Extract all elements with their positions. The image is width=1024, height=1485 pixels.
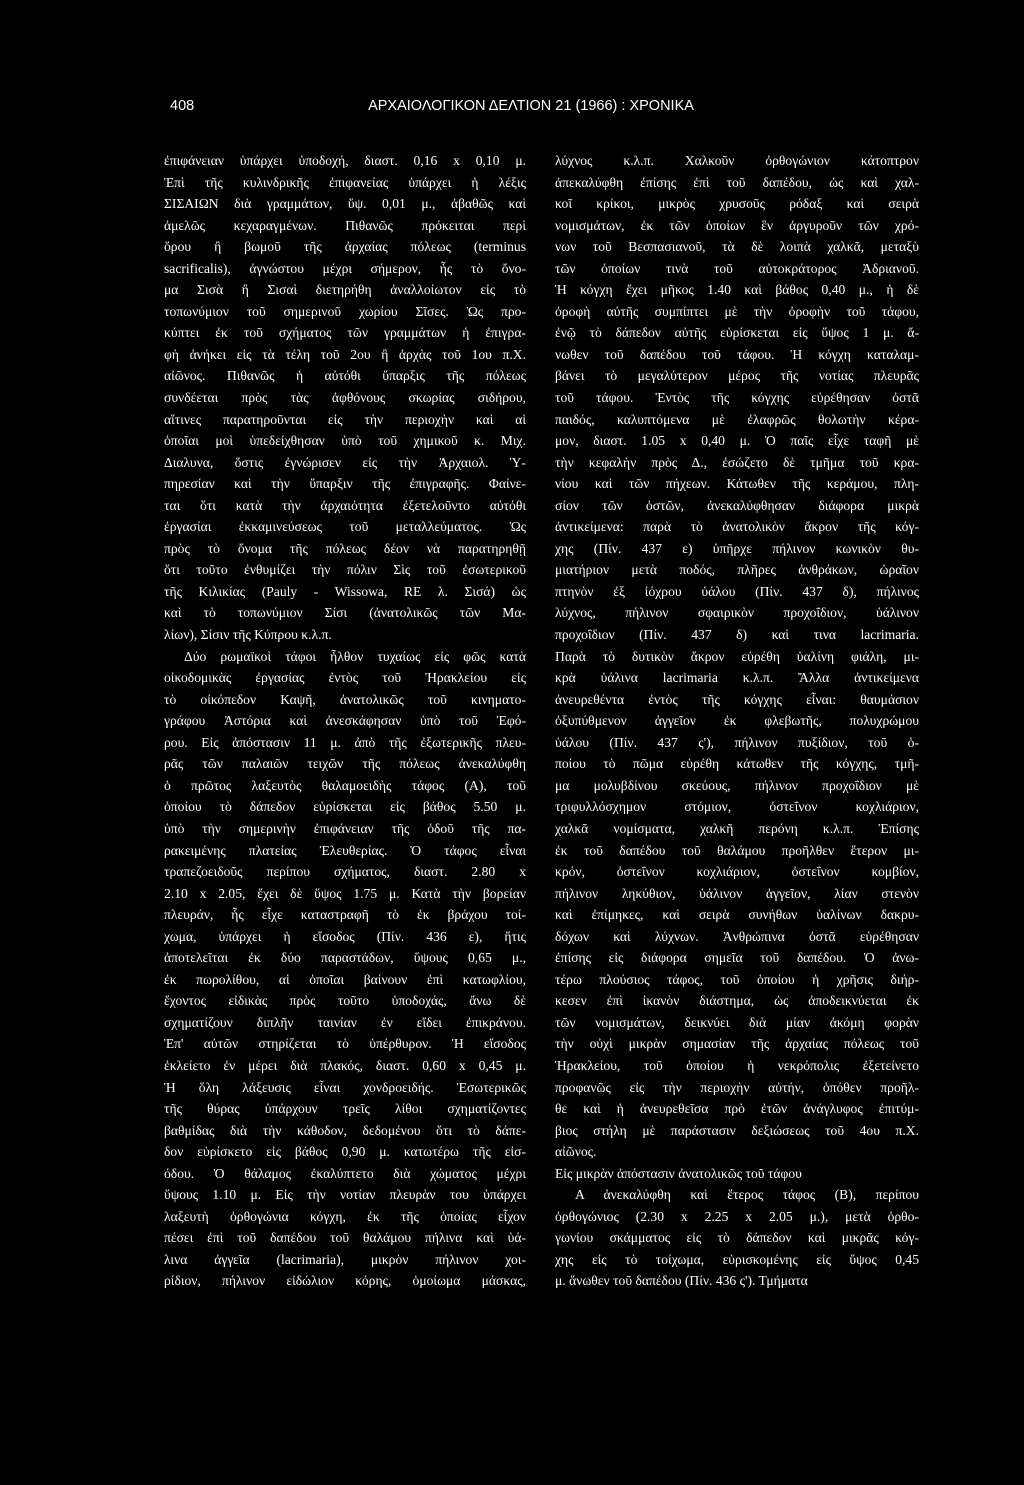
text-line: μα Σισὰ ἢ Σισαὶ διετηρήθη ἀναλλοίωτον εἰς τὸ	[164, 282, 526, 298]
text-line: ΣΙΣΑΙΩΝ διὰ γραμμάτων, ὕψ. 0,01 μ., ἀβαθῶς καὶ	[164, 196, 526, 212]
text-line: δον εὑρίσκετο εἰς βάθος 0,90 μ. κατωτέρω τῆς εἰσ-	[164, 1144, 526, 1160]
right-column	[555, 150, 919, 1292]
text-line: ἔχοντος εἰδικὰς πρὸς τοῦτο ὑποδοχάς, ἄνω δὲ	[164, 993, 526, 1009]
text-line: τῆς Κιλικίας (Pauly - Wissowa, RE λ. Σισά) ὡς	[164, 583, 526, 599]
text-line: ἐνῷ τὸ δάπεδον αὐτῆς εὑρίσκεται εἰς ὕψος 1 μ. ἄ-	[555, 325, 919, 341]
text-line: φὴ ἀνήκει εἰς τὰ τέλη τοῦ 2ου ἢ ἀρχὰς τοῦ 1ου π.Χ.	[164, 346, 526, 362]
text-line: χαλκᾶ νομίσματα, χαλκῆ περόνη κ.λ.π. Ἐπίσης	[555, 820, 919, 836]
running-title: ΑΡΧΑΙΟΛΟΓΙΚΟΝ ΔΕΛΤΙΟΝ 21 (1966) : ΧΡΟΝΙΚΑ	[368, 98, 694, 114]
text-line: λύχνος κ.λ.π. Χαλκοῦν ὀρθογώνιον κάτοπτρον	[555, 153, 919, 168]
text-line: τέρω πλούσιος τάφος, τοῦ ὁποίου ἡ χρῆσις διήρ-	[555, 971, 919, 987]
text-line: σχηματίζουν διπλῆν ταινίαν ἐν εἴδει ἐπικράνου.	[164, 1014, 526, 1030]
text-line: Α ἀνεκαλύφθη καὶ ἕτερος τάφος (Β), περίπου	[575, 1187, 919, 1203]
text-line: βιος στήλη μὲ παράστασιν δεξιώσεως τοῦ 4ου π.Χ.	[555, 1122, 919, 1138]
text-line: πρὸς τὸ ὄνομα τῆς πόλεως δέον νὰ παρατηρηθῇ	[164, 540, 526, 556]
text-line: τριφυλλόσχημον στόμιον, ὀστεΐνον κοχλιάριον,	[555, 799, 919, 815]
text-line: ὁ πρῶτος λαξευτὸς θαλαμοειδὴς τάφος (Α), τοῦ	[164, 777, 526, 793]
text-line: καὶ τὸ τοπωνύμιον Σίσι (ἀνατολικῶς τῶν Μα-	[164, 605, 526, 621]
text-line: δόχων καὶ λύχνων. Ἀνθρώπινα ὀστᾶ εὑρέθησαν	[555, 928, 919, 944]
text-line: λίων), Σίσιν τῆς Κύπρου κ.λ.π.	[164, 627, 332, 643]
text-line: μιατήριον μετὰ ποδός, πλῆρες ἀνθράκων, ὡραῖον	[555, 562, 919, 578]
text-line: αἰῶνος. Πιθανῶς ἡ αὐτόθι ὕπαρξις τῆς πόλεως	[164, 368, 526, 384]
text-line: νων τοῦ Βεσπασιανοῦ, τὰ δὲ λοιπὰ χαλκᾶ, μεταξὺ	[555, 239, 919, 255]
text-line: οἰκοδομικὰς ἐργασίας ἐντὸς τοῦ Ἡρακλείου εἰς	[164, 670, 526, 686]
text-line: πήλινον ληκύθιον, ὑάλινον ἀγγεῖον, λίαν στενὸν	[555, 885, 919, 901]
text-line: προχοΐδιον (Πίν. 437 δ) καὶ τινα lacrimaria.	[555, 627, 919, 643]
text-line: ὑπὸ τὴν σημερινὴν ἐπιφάνειαν τῆς ὁδοῦ τῆς πα-	[164, 820, 526, 836]
text-line: ὀξυπύθμενον ἀγγεῖον ἐκ φλεβωτῆς, πολυχρώμου	[555, 713, 919, 729]
text-line: sacrificalis), ἀγνώστου μέχρι σήμερον, ἧς τὸ ὄνο-	[164, 260, 526, 276]
text-line: χης (Πίν. 437 ε) ὑπῆρχε πήλινον κωνικὸν θυ-	[555, 540, 919, 556]
text-line: νομισμάτων, ἐκ τῶν ὁποίων ἓν ἀργυροῦν τῶν χρό-	[555, 217, 919, 233]
text-line: ρίδιον, πήλινον εἰδώλιον κόρης, ὁμοίωμα μάσκας,	[164, 1273, 526, 1289]
text-line: μον, διαστ. 1.05 x 0,40 μ. Ὁ παῖς εἶχε ταφῆ μὲ	[555, 433, 919, 449]
text-line: ρου. Εἰς ἀπόστασιν 11 μ. ἀπὸ τῆς ἐξωτερικῆς πλευ-	[164, 734, 526, 750]
text-line: ὁποίου τὸ δάπεδον εὑρίσκεται εἰς βάθος 5.50 μ.	[164, 799, 526, 815]
text-line: κοῖ κρίκοι, μικρὸς χρυσοῦς ρόδαξ καὶ σειρὰ	[555, 196, 919, 212]
text-line: καὶ ἐπίμηκες, καὶ σειρὰ συνήθων ὑαλίνων δακρυ-	[555, 907, 919, 923]
text-line: ἀπεκαλύφθη ἐπίσης ἐπὶ τοῦ δαπέδου, ὡς καὶ χαλ-	[555, 174, 919, 190]
text-line: τὴν οὐχὶ μικρὰν σημασίαν τῆς ἀρχαίας πόλεως τοῦ	[555, 1036, 919, 1052]
text-line: χωμα, ὑπάρχει ἡ εἴσοδος (Πίν. 436 ε), ἥτις	[164, 928, 526, 944]
text-line: Ἐπ' αὐτῶν στηρίζεται τὸ ὑπέρθυρον. Ἡ εἴσοδος	[164, 1036, 526, 1052]
text-line: Διαλυνα, ὅστις ἐγνώρισεν εἰς τὴν Ἀρχαιολ. Ὑ-	[164, 454, 526, 470]
page-number: 408	[170, 98, 195, 114]
text-line: θε καὶ ἡ ἀνευρεθεῖσα πρὸ ἐτῶν ἀνάγλυφος ἐπιτύμ-	[555, 1101, 919, 1117]
text-line: πλευράν, ἧς εἶχε καταστραφῆ τὸ ἐκ βράχου τοί-	[164, 907, 526, 923]
text-line: 2.10 x 2.05, ἔχει δὲ ὕψος 1.75 μ. Κατὰ τὴν βορείαν	[164, 885, 526, 901]
text-line: συνδέεται πρὸς τὰς ἀφθόνους σκωρίας σιδήρου,	[164, 390, 526, 406]
text-line: ὅρου ἢ βωμοῦ τῆς ἀρχαίας πόλεως (terminus	[164, 239, 526, 255]
text-line: τοπωνύμιον τοῦ σημερινοῦ χωρίου Σῖσες. Ὡς προ-	[164, 303, 526, 319]
text-line: λαξευτὴ ὀρθογώνια κόγχη, ἐκ τῆς ὁποίας εἶχον	[164, 1208, 526, 1224]
text-line: λινα ἀγγεῖα (lacrimaria), μικρὸν πήλινον χοι-	[164, 1251, 526, 1267]
text-line: ὁποῖαι μοὶ ὑπεδείχθησαν ὑπὸ τοῦ χημικοῦ κ. Μιχ.	[164, 433, 526, 449]
text-line: πηρεσίαν καὶ τὴν ὕπαρξιν τῆς ἐπιγραφῆς. Φαίνε-	[164, 476, 526, 492]
text-line: αἰῶνος.	[555, 1144, 597, 1160]
text-line: βάνει τὸ μεγαλύτερον μέρος τῆς νοτίας πλευρᾶς	[555, 368, 919, 384]
text-line: ὀρθογώνιος (2.30 x 2.25 x 2.05 μ.), μετὰ ὀρθο-	[555, 1208, 919, 1224]
text-line: σίον τῶν ὀστῶν, ἀνεκαλύφθησαν διάφορα μικρὰ	[555, 497, 919, 513]
text-line: κρόν, ὀστεΐνον κοχλιάριον, ὀστεΐνον κομβίον,	[555, 864, 919, 880]
text-line: τῶν νομισμάτων, δεικνύει διὰ μίαν ἀκόμη φορὰν	[555, 1014, 919, 1030]
text-line: γράφου Ἀστόρια καὶ ἀνεσκάφησαν ὑπὸ τοῦ Ἐφό-	[164, 713, 526, 729]
text-line: ποίου τὸ πῶμα εὑρέθη κάτωθεν τῆς κόγχης, τμῆ-	[555, 756, 919, 772]
text-line: ἀντικείμενα: παρὰ τὸ ἀνατολικὸν ἄκρον τῆς κόγ-	[555, 519, 919, 535]
text-line: Ἡρακλείου, τοῦ ὁποίου ἡ νεκρόπολις ἐξετείνετο	[555, 1057, 919, 1073]
text-line: μ. ἄνωθεν τοῦ δαπέδου (Πίν. 436 ς'). Τμήματα	[555, 1273, 808, 1289]
text-line: ἐργασίαι ἐκκαμινεύσεως τοῦ μεταλλεύματος. Ὡς	[164, 519, 526, 535]
text-line: παιδός, καλυπτόμενα μὲ ἐλαφρῶς θολωτὴν κέρα-	[555, 411, 919, 427]
text-line: κεσεν ἐπὶ ἱκανὸν διάστημα, ὡς ἀποδεικνύεται ἐκ	[555, 993, 919, 1009]
text-line: ἐπίσης εἰς διάφορα σημεῖα τοῦ δαπέδου. Ὁ ἀνω-	[555, 950, 919, 966]
text-line: ἐπιφάνειαν ὑπάρχει ὑποδοχή, διαστ. 0,16 x 0,10 μ.	[164, 153, 526, 168]
text-line: τῶν ὁποίων τινὰ τοῦ αὐτοκράτορος Ἀδριανοῦ.	[555, 260, 919, 276]
running-header	[170, 98, 856, 122]
text-line: όδου. Ὁ θάλαμος ἐκαλύπτετο διὰ χώματος μέχρι	[164, 1165, 526, 1181]
text-line: ὀροφὴ αὐτῆς συμπίπτει μὲ τὴν ὀροφὴν τοῦ τάφου,	[555, 303, 919, 319]
text-line: ὕψους 1.10 μ. Εἰς τὴν νοτίαν πλευρὰν του ὑπάρχει	[164, 1187, 526, 1203]
text-line: ὅτι τοῦτο ἐνθυμίζει τὴν πόλιν Σὶς τοῦ ἐσωτερικοῦ	[164, 562, 526, 578]
text-line: νωθεν τοῦ δαπέδου τοῦ τάφου. Ἡ κόγχη καταλαμ-	[555, 346, 919, 362]
text-line: ὑάλου (Πίν. 437 ς'), πήλινον πυξίδιον, τοῦ ὁ-	[555, 734, 919, 750]
text-line: κρὰ ὑάλινα lacrimaria κ.λ.π. Ἄλλα ἀντικείμενα	[555, 670, 919, 686]
text-line: ἐκ πωρολίθου, αἱ ὁποῖαι βαίνουν ἐπὶ κατωφλίου,	[164, 971, 526, 987]
text-line: ἀμελῶς κεχαραγμένων. Πιθανῶς πρόκειται περὶ	[164, 217, 526, 233]
text-line: ἀποτελεῖται ἐκ δύο παραστάδων, ὕψους 0,65 μ.,	[164, 950, 526, 966]
text-line: ἀνευρεθέντα ἐντὸς τῆς κόγχης εἶναι: θαυμάσιον	[555, 691, 919, 707]
text-line: ρᾶς τῶν παλαιῶν τειχῶν τῆς πόλεως ἀνεκαλύφθη	[164, 756, 526, 772]
text-line: ἐκ τοῦ δαπέδου τοῦ θαλάμου προῆλθεν ἕτερον μι-	[555, 842, 919, 858]
text-line: γωνίου σκάμματος εἰς τὸ δάπεδον καὶ μικρᾶς κόγ-	[555, 1230, 919, 1246]
text-line: Δύο ρωμαϊκοὶ τάφοι ἦλθον τυχαίως εἰς φῶς κατὰ	[184, 648, 526, 664]
text-line: κύπτει ἐκ τοῦ σχήματος τῶν γραμμάτων ἡ ἐπιγρα-	[164, 325, 526, 341]
text-line: πτηνὸν ἐξ ἰόχρου ὑάλου (Πίν. 437 δ), πήλινος	[555, 583, 919, 599]
text-line: ρακειμένης πλατείας Ἐλευθερίας. Ὁ τάφος εἶναι	[164, 842, 526, 858]
text-line: τὴν κεφαλὴν πρὸς Δ., ἐσώζετο δὲ τμῆμα τοῦ κρα-	[555, 454, 919, 470]
text-line: προφανῶς εἰς τὴν περιοχὴν αὐτήν, ὁπόθεν προῆλ-	[555, 1079, 919, 1095]
text-line: Ἐπὶ τῆς κυλινδρικῆς ἐπιφανείας ὑπάρχει ἡ λέξις	[164, 174, 526, 190]
text-line: Εἰς μικρὰν ἀπόστασιν ἀνατολικῶς τοῦ τάφου	[555, 1165, 802, 1181]
text-line: βαθμίδας διὰ τὴν κάθοδον, δεδομένου ὅτι τὸ δάπε-	[164, 1122, 526, 1138]
text-line: νίου καὶ τῶν πήχεων. Κάτωθεν τῆς κεράμου, πλη-	[555, 476, 919, 492]
text-line: τὸ οἰκόπεδον Καψῆ, ἀνατολικῶς τοῦ κινηματο-	[164, 691, 526, 707]
text-line: μα μολυβδίνου σκεύους, πήλινον προχοΐδιον μὲ	[555, 777, 919, 793]
text-line: τραπεζοειδοῦς περίπου σχήματος, διαστ. 2.80 x	[164, 864, 526, 880]
text-line: λύχνος, πήλινον σφαιρικὸν προχοΐδιον, ὑάλινον	[555, 605, 919, 621]
text-line: πέσει ἐπὶ τοῦ δαπέδου τοῦ θαλάμου πήλινα καὶ ὑά-	[164, 1230, 526, 1246]
text-line: ἐκλείετο ἐν μέρει διὰ πλακός, διαστ. 0,60 x 0,45 μ.	[164, 1057, 526, 1073]
text-line: ται ὅτι κατὰ τὴν ἀρχαιότητα ἐξετελοῦντο αὐτόθι	[164, 497, 526, 513]
left-column	[164, 150, 526, 1292]
text-line: τοῦ τάφου. Ἐντὸς τῆς κόγχης εὑρέθησαν ὀστᾶ	[555, 390, 919, 406]
text-line: Ἡ ὅλη λάξευσις εἶναι χονδροειδής. Ἐσωτερικῶς	[164, 1079, 526, 1095]
text-line: χης εἰς τὸ τοίχωμα, εὑρισκομένης εἰς ὕψος 0,45	[555, 1251, 919, 1267]
text-line: τῆς θύρας ὑπάρχουν τρεῖς λίθοι σχηματίζοντες	[164, 1101, 526, 1117]
text-line: αἵτινες παρατηροῦνται εἰς τὴν περιοχὴν καὶ αἱ	[164, 411, 526, 427]
text-line: Παρὰ τὸ δυτικὸν ἄκρον εὑρέθη ὑαλίνη φιάλη, μι-	[555, 648, 919, 664]
text-line: Ἡ κόγχη ἔχει μῆκος 1.40 καὶ βάθος 0,40 μ., ἡ δὲ	[555, 282, 919, 298]
